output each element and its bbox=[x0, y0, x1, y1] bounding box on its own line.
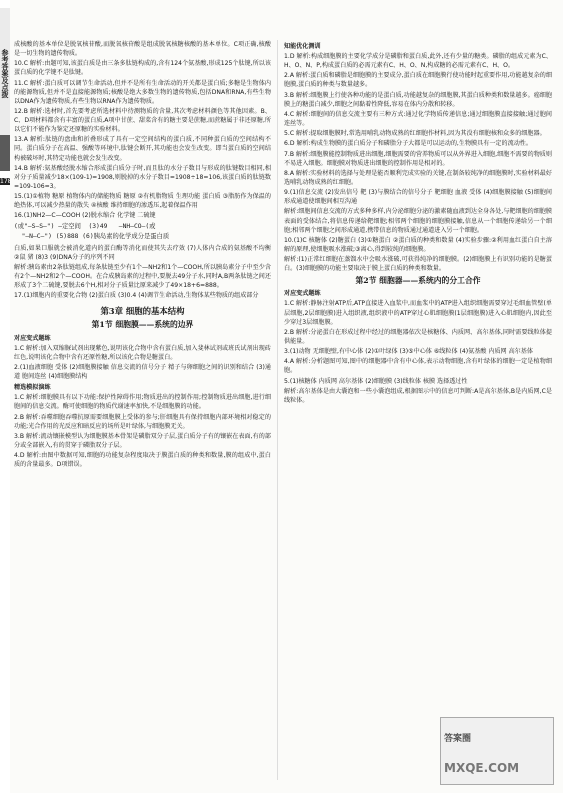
answer-item: 3.B 解析:流动镶嵌模型认为细胞膜基本骨架是磷脂双分子层,蛋白质分子有的镶嵌在表面,有的部分或全部嵌入,有的贯穿于磷脂双分子层。 bbox=[14, 432, 271, 449]
answer-item: 解析:高尔基体是由大囊泡和一些小囊泡组成,根据图示中的信息可判断:A是高尔基体,B是内质网,C是线粒体。 bbox=[284, 387, 552, 404]
answer-item: 1.C 解析:加入双缩脲试剂出现紫色,说明该化合物中含有蛋白质,加入斐林试剂或班氏试剂出现砖红色,说明该化合物中含有还原性糖,所以该化合物是糖蛋白。 bbox=[14, 344, 271, 361]
answer-item: 15.(1)①植物 糖原 植物体内的储能物质 糖原 ②有机脂物质 生理功能 蛋白质 ③脂肪作为保温的绝热体,可以减少热量的散失 ④核酸 维持细胞的渗透压,起着保温作用 bbox=[14, 193, 271, 210]
answer-item: 解析:(1)正常红细胞在蒸馏水中会吸水涨破,可获得纯净的细胞膜。(2)细胞膜上有识别功能的是糖蛋白。(3)细胞膜的功能主要取决于膜上蛋白质的种类和数量。 bbox=[284, 256, 552, 273]
answer-item: 14.B 解析:氨基酸经脱水缩合形成蛋白质分子时,而且肽的水分子数目与形成的肽键数目相同,相对分子质量减少18×(109-1)=1908,则脱掉的水分子数目=1908÷18=106,该蛋白质的肽链数=109-106=3。 bbox=[14, 164, 271, 190]
answer-item: 2.(1)血液细胞 受体 (2)细胞膜接触 信息交流的信号分子 精子与卵细胞之间的识别和结合 (3)通道 胞间连丝 (4)细胞膜结构 bbox=[14, 363, 271, 381]
answer-item: 8.A 解析:实验材料的选择与处理是能否顺利完成实验的关键,在制备较纯净的细胞膜时,实验材料最好选哺乳动物成熟的红细胞。 bbox=[284, 169, 552, 186]
section-title: 第2节 细胞器——系统内的分工合作 bbox=[355, 276, 481, 286]
answer-item: 9.(1)信息交流 (2)发出信号 靶 (3)与膜结合的信号分子 靶细胞 血液 受体 (4)细胞膜接触 (5)细胞间形成通道使细胞间相互沟通 bbox=[284, 189, 552, 206]
answer-item: 解析:细胞间信息交流的方式多种多样,内分泌细胞分泌的激素随血液到达全身各处,与靶细胞的细胞膜表面的受体结合,将信息传递给靶细胞;相邻两个细胞的细胞膜接触,信息从一个细胞传递给另一个细胞;相邻两个细胞之间形成通道,携带信息的物质通过通道进入另一个细胞。 bbox=[284, 208, 552, 234]
answer-item: 4.A 解析:分析题图可知,图中的细胞器中含有中心体,表示动物细胞,含有叶绿体的细胞一定是植物细胞。 bbox=[284, 358, 552, 375]
chapter-title: 第3章 细胞的基本结构 bbox=[100, 306, 185, 317]
answer-item: 10.(1)C 核糖体 (2)糖蛋白 (3)①糖蛋白 ②蛋白质的种类和数量 (4)实验步骤:②利用血红蛋白自主溶解的原理,使细胞吸水涨破;③离心,得到较纯的细胞膜。 bbox=[284, 236, 552, 253]
answer-item: 11.C 解析:蛋白质可以调节生命活动,但并不是所有生命活动的开关都是蛋白质;多糖是生物体内的能源物质,但并不是直接能源物质;核酸是绝大多数生物的遗传物质,包括DNA和RNA,有些生物以DNA作为遗传物质,有些生物以RNA作为遗传物质。 bbox=[14, 79, 271, 105]
answer-item: 5.(1)核糖体 内质网 高尔基体 (2)细胞膜 (3)线粒体 核膜 选择透过性 bbox=[284, 377, 468, 385]
answer-item: 16.(1)NH2—C—COOH (2)脱水缩合 化学键 二硫键 bbox=[14, 212, 156, 220]
answer-item: 4.C 解析:细胞间的信息交流主要有三种方式:通过化学物质传递信息;通过细胞膜直接接触;通过胞间连丝等。 bbox=[284, 110, 552, 128]
column-divider bbox=[277, 40, 278, 780]
answer-item: 1.C 解析:细胞膜具有以下功能:保护性障碍作用;物质进出的控制作用;控制物质进出细胞,进行细胞间的信息交流。酶可使细胞的物质代谢速率加快,不是细胞膜的功能。 bbox=[14, 394, 271, 411]
answer-item: 6.D 解析:构成生物膜的蛋白质分子和磷脂分子大都是可以运动的,生物膜具有一定的流动性。 bbox=[284, 140, 532, 148]
paragraph: 成核酸的基本单位是脱氧核苷酸,而脱氧核苷酸是组成脱氧核糖核酸的基本单位。C项正确,核酸是一切生物的遗传物质。 bbox=[14, 41, 271, 58]
answer-item: 4.D 解析:由图中数据可知,细胞的功能复杂程度取决于膜蛋白质的种类和数量,膜的组成中,蛋白质的含量最多。D项错误。 bbox=[14, 452, 271, 469]
right-column bbox=[284, 40, 552, 406]
answer-item: 7.B 解析:细胞膜能控制物质进出细胞,细胞需要的营养物质可以从外界进入细胞,细胞不需要的物质则不易进入细胞。细胞膜对物质进出细胞的控制作用是相对的。 bbox=[284, 150, 552, 167]
answer-item: 2.B 解析:分泌蛋白在形成过程中经过的细胞器依次是核糖体、内质网、高尔基体,同时需要线粒体提供能量。 bbox=[284, 328, 552, 345]
watermark-url: MXQE.COM bbox=[444, 761, 520, 775]
answer-item: 2.A 解析:蛋白质和磷脂是细胞膜的主要成分,蛋白质在细胞膜行使功能时起重要作用,功能越复杂的细胞膜,蛋白质的种类与数量越多。 bbox=[284, 72, 552, 89]
answer-item: 12.B 解析:选材时,首先要考虑所选材料中待测物质的含量,其次考虑材料颜色等其他因素。B、C、D项材料都含有丰富的蛋白质,A项中甘蔗、甜菜含有的糖主要是蔗糖,而蔗糖属于非还原糖,所以它们不能作为鉴定还原糖的实验材料。 bbox=[14, 107, 271, 134]
answer-item: 3.(1)动物 无细胞壁,有中心体 (2)①叶绿体 (3)⑤中心体 ⑥线粒体 (4)氨基酸 内质网 高尔基体 bbox=[284, 348, 533, 356]
sidebar-tab-label: 参考答案及点拨 bbox=[0, 8, 10, 138]
answer-item: 5.C 解析:提取细胞膜时,常选用哺乳动物成熟的红细胞作材料,因为其没有细胞核和众多的细胞器。 bbox=[284, 130, 546, 138]
subsection-heading: 对应变式题练 bbox=[284, 290, 321, 298]
page-number: 178 bbox=[0, 178, 12, 185]
sidebar-badge bbox=[0, 135, 10, 171]
subsection-heading: 知能优化测训 bbox=[284, 43, 321, 50]
answer-item: 2.B 解析:吞噬细胞吞噬抗原需要细胞膜上受体的参与;肝细胞具有保持细胞内部环境相对稳定的功能;光合作用的光反应和暗反应的场所是叶绿体,与细胞膜无关。 bbox=[14, 413, 271, 430]
left-column bbox=[14, 40, 271, 470]
watermark bbox=[440, 717, 552, 783]
paragraph: 解析:胰岛素由2条肽链组成,每条肽链至少有1个—NH2和1个—COOH,所以胰岛素分子中至少含有2个—NH2和2个—COOH。在合成胰岛素的过程中,要脱去49分子水,同时A,B两条肽链之间还形成了3个二硫键,要脱去6个H,相对分子质量比原来减少了49×18+6=888。 bbox=[14, 263, 271, 290]
watermark-text: 答案圈 bbox=[444, 734, 472, 744]
sidebar bbox=[0, 0, 10, 793]
structural-formula: (或"—S—S—") —定空间 (3)49 —NH—CO—(或 "—N—C—") (5)888 (6)胰岛素的化学成分是蛋白质 bbox=[14, 223, 170, 241]
answer-item: 1.C 解析:静脉注射ATP后,ATP直接进入血浆中,而血浆中的ATP进入组织细胞需要穿过毛细血管壁(单层细胞,2层细胞膜)进入组织液,组织液中的ATP穿过心肌细胞膜(1层细胞膜)进入心肌细胞内,因此至少穿过3层细胞膜。 bbox=[284, 300, 552, 326]
subsection-heading: 精选模拟演练 bbox=[14, 384, 51, 392]
answer-item: 17.(1)细胞内的重要化合物 (2)蛋白质 (3)0.4 (4)调节生命活动,生物体某些物质的组成部分 bbox=[14, 292, 259, 300]
subsection-heading: 对应变式题练 bbox=[14, 334, 51, 342]
answer-item: 1.D 解析:构成细胞膜的主要化学成分是磷脂和蛋白质,此外,还有少量的糖类。磷脂的组成元素为C、H、O、N、P,构成蛋白质的必需元素有C、H、O、N,构成糖的必需元素有C、H、O。 bbox=[284, 53, 552, 70]
section-title: 第1节 细胞膜——系统的边界 bbox=[91, 320, 194, 330]
answer-item: 13.A 解析:肽链的盘曲和折叠形成了具有一定空间结构的蛋白质,不同种蛋白质的空间结构不同。蛋白质分子在高温、强酸等环境中,肽键会断开,其功能也会发生改变。即当蛋白质的空间结构被破坏时,其特定功能也就会发生改变。 bbox=[14, 136, 271, 162]
paragraph: 白质,如果口服就会被消化道内的蛋白酶等消化而使其失去疗效 (7)人体内合成的氨基酸不均衡 ②鼠 猪 (8)3 (9)DNA分子的序列不同 bbox=[14, 244, 271, 261]
answer-item: 10.C 解析:由题可知,该蛋白质是由三条多肽链构成的,含有124个氨基酸,形成125个肽键,所以该蛋白质的化学键不是肽键。 bbox=[14, 60, 271, 77]
answer-item: 3.B 解析:细胞膜上行使各种功能的是蛋白质,功能越复杂的细胞膜,其蛋白质种类和数量越多。癌细胞膜上的糖蛋白减少,细胞之间黏着性降低,容易在体内分散和转移。 bbox=[284, 91, 552, 108]
